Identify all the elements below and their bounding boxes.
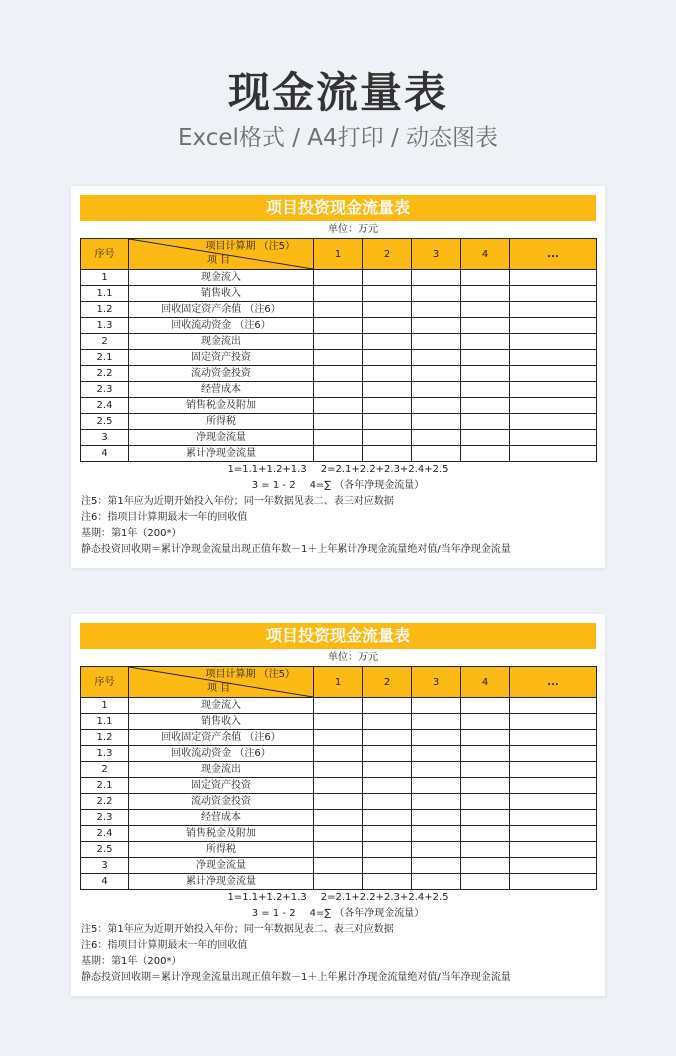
row-item: 现金流出: [129, 334, 314, 350]
row-seq: 1.3: [81, 746, 129, 762]
page-subtitle: Excel格式 / A4打印 / 动态图表: [177, 125, 499, 151]
value-cell[interactable]: [314, 334, 363, 350]
value-cell[interactable]: [412, 446, 461, 462]
value-cell[interactable]: [412, 858, 461, 874]
table-row: [81, 382, 597, 398]
value-cell[interactable]: [461, 414, 510, 430]
row-seq: 4: [81, 874, 129, 890]
value-cell[interactable]: [461, 270, 510, 286]
value-cell[interactable]: [412, 794, 461, 810]
table-row: [81, 826, 597, 842]
value-cell[interactable]: [314, 778, 363, 794]
unit-label: 单位：万元: [328, 224, 378, 235]
value-cell[interactable]: [363, 762, 412, 778]
header-period-label: 项目计算期 （注5）: [205, 241, 295, 252]
formula-line-2: 3 = 1 - 2 4=∑ （各年净现金流量）: [251, 480, 425, 491]
note-5: 注5：第1年应为近期开始投入年份；同一年数据见表二、表三对应数据: [81, 924, 394, 935]
value-cell[interactable]: [363, 398, 412, 414]
value-cell[interactable]: [314, 746, 363, 762]
page-title: 现金流量表: [227, 68, 448, 117]
value-cell[interactable]: [412, 810, 461, 826]
sheet-title: 项目投资现金流量表: [80, 195, 596, 221]
value-cell[interactable]: [314, 414, 363, 430]
value-cell[interactable]: [314, 730, 363, 746]
header-period-1: 1: [314, 667, 363, 698]
table-row: [81, 714, 597, 730]
value-cell[interactable]: [461, 858, 510, 874]
row-item: 销售税金及附加: [129, 826, 314, 842]
value-cell[interactable]: [314, 810, 363, 826]
header-period-more: ...: [510, 667, 597, 698]
value-cell[interactable]: [363, 746, 412, 762]
value-cell[interactable]: [363, 842, 412, 858]
value-cell[interactable]: [510, 398, 597, 414]
row-seq: 2.2: [81, 794, 129, 810]
row-item: 销售收入: [129, 714, 314, 730]
table-body: [81, 270, 597, 462]
value-cell[interactable]: [363, 350, 412, 366]
value-cell[interactable]: [314, 698, 363, 714]
row-item: 累计净现金流量: [129, 446, 314, 462]
value-cell[interactable]: [363, 414, 412, 430]
value-cell[interactable]: [314, 398, 363, 414]
unit-label: 单位：万元: [328, 652, 378, 663]
table-row: [81, 350, 597, 366]
value-cell[interactable]: [510, 270, 597, 286]
value-cell[interactable]: [314, 366, 363, 382]
value-cell[interactable]: [314, 318, 363, 334]
value-cell[interactable]: [461, 318, 510, 334]
value-cell[interactable]: [314, 382, 363, 398]
row-seq: 3: [81, 430, 129, 446]
value-cell[interactable]: [363, 810, 412, 826]
row-item: 所得税: [129, 414, 314, 430]
row-item: 回收流动资金 （注6）: [129, 746, 314, 762]
value-cell[interactable]: [510, 430, 597, 446]
row-seq: 4: [81, 446, 129, 462]
value-cell[interactable]: [363, 778, 412, 794]
value-cell[interactable]: [510, 318, 597, 334]
table-row: [81, 794, 597, 810]
table-row: [81, 286, 597, 302]
value-cell[interactable]: [412, 430, 461, 446]
header-period-3: 3: [412, 667, 461, 698]
value-cell[interactable]: [510, 698, 597, 714]
value-cell[interactable]: [314, 302, 363, 318]
header-seq: 序号: [81, 667, 129, 698]
row-item: 净现金流量: [129, 858, 314, 874]
table-row: [81, 414, 597, 430]
value-cell[interactable]: [461, 334, 510, 350]
payback-formula: 静态投资回收期＝累计净现金流量出现正值年数－1＋上年累计净现金流量绝对值/当年净现金流量: [81, 544, 511, 555]
value-cell[interactable]: [510, 858, 597, 874]
value-cell[interactable]: [461, 350, 510, 366]
row-item: 现金流入: [129, 698, 314, 714]
value-cell[interactable]: [412, 398, 461, 414]
value-cell[interactable]: [510, 746, 597, 762]
value-cell[interactable]: [363, 382, 412, 398]
row-item: 回收流动资金 （注6）: [129, 318, 314, 334]
row-seq: 2.1: [81, 778, 129, 794]
value-cell[interactable]: [412, 366, 461, 382]
value-cell[interactable]: [510, 286, 597, 302]
value-cell[interactable]: [314, 350, 363, 366]
row-item: 现金流出: [129, 762, 314, 778]
value-cell[interactable]: [510, 446, 597, 462]
table-row: [81, 334, 597, 350]
row-seq: 1.2: [81, 730, 129, 746]
value-cell[interactable]: [510, 794, 597, 810]
row-item: 销售税金及附加: [129, 398, 314, 414]
value-cell[interactable]: [363, 430, 412, 446]
value-cell[interactable]: [314, 842, 363, 858]
value-cell[interactable]: [461, 714, 510, 730]
value-cell[interactable]: [363, 334, 412, 350]
header-diagonal: [129, 239, 314, 270]
table-row: [81, 302, 597, 318]
note-6: 注6：指项目计算期最末一年的回收值: [81, 512, 248, 523]
header-item-label: 项 目: [207, 683, 231, 694]
header-period-1: 1: [314, 239, 363, 270]
row-seq: 2.3: [81, 382, 129, 398]
value-cell[interactable]: [510, 334, 597, 350]
value-cell[interactable]: [461, 366, 510, 382]
value-cell[interactable]: [412, 318, 461, 334]
table-row: [81, 746, 597, 762]
value-cell[interactable]: [461, 794, 510, 810]
value-cell[interactable]: [461, 810, 510, 826]
row-item: 经营成本: [129, 382, 314, 398]
value-cell[interactable]: [363, 286, 412, 302]
header-diagonal: [129, 667, 314, 698]
value-cell[interactable]: [461, 730, 510, 746]
row-seq: 2.4: [81, 826, 129, 842]
payback-formula: 静态投资回收期＝累计净现金流量出现正值年数－1＋上年累计净现金流量绝对值/当年净现金流量: [81, 972, 511, 983]
value-cell[interactable]: [363, 794, 412, 810]
value-cell[interactable]: [363, 698, 412, 714]
value-cell[interactable]: [412, 730, 461, 746]
value-cell[interactable]: [510, 382, 597, 398]
row-item: 销售收入: [129, 286, 314, 302]
value-cell[interactable]: [510, 714, 597, 730]
value-cell[interactable]: [412, 698, 461, 714]
base-period: 基期：第1年（200*）: [81, 528, 182, 539]
value-cell[interactable]: [510, 842, 597, 858]
row-seq: 1.1: [81, 286, 129, 302]
value-cell[interactable]: [363, 826, 412, 842]
value-cell[interactable]: [510, 778, 597, 794]
value-cell[interactable]: [510, 366, 597, 382]
table-row: [81, 730, 597, 746]
value-cell[interactable]: [363, 366, 412, 382]
value-cell[interactable]: [412, 874, 461, 890]
table-row: [81, 778, 597, 794]
value-cell[interactable]: [363, 302, 412, 318]
header-period-2: 2: [363, 239, 412, 270]
note-6: 注6：指项目计算期最末一年的回收值: [81, 940, 248, 951]
note-5: 注5：第1年应为近期开始投入年份；同一年数据见表二、表三对应数据: [81, 496, 394, 507]
value-cell[interactable]: [314, 858, 363, 874]
row-item: 经营成本: [129, 810, 314, 826]
row-item: 所得税: [129, 842, 314, 858]
table-row: [81, 446, 597, 462]
row-item: 回收固定资产余值 （注6）: [129, 730, 314, 746]
row-item: 净现金流量: [129, 430, 314, 446]
table-row: [81, 270, 597, 286]
table-row: [81, 366, 597, 382]
table-row: [81, 398, 597, 414]
value-cell[interactable]: [412, 302, 461, 318]
table-row: [81, 698, 597, 714]
row-seq: 1.1: [81, 714, 129, 730]
value-cell[interactable]: [363, 730, 412, 746]
value-cell[interactable]: [412, 350, 461, 366]
value-cell[interactable]: [412, 286, 461, 302]
value-cell[interactable]: [461, 302, 510, 318]
header-seq: 序号: [81, 239, 129, 270]
header-period-4: 4: [461, 239, 510, 270]
table-row: [81, 430, 597, 446]
row-item: 现金流入: [129, 270, 314, 286]
value-cell[interactable]: [314, 794, 363, 810]
value-cell[interactable]: [510, 826, 597, 842]
value-cell[interactable]: [461, 778, 510, 794]
cash-flow-table: [80, 238, 597, 462]
value-cell[interactable]: [510, 762, 597, 778]
value-cell[interactable]: [412, 714, 461, 730]
header-period-4: 4: [461, 667, 510, 698]
cash-flow-table: [80, 666, 597, 890]
sheet-card-2: [71, 614, 605, 996]
header-period-more: ...: [510, 239, 597, 270]
table-row: [81, 842, 597, 858]
value-cell[interactable]: [461, 698, 510, 714]
value-cell[interactable]: [412, 382, 461, 398]
sheet-title: 项目投资现金流量表: [80, 623, 596, 649]
value-cell[interactable]: [314, 430, 363, 446]
table-body: [81, 698, 597, 890]
value-cell[interactable]: [461, 826, 510, 842]
table-row: [81, 762, 597, 778]
header-period-2: 2: [363, 667, 412, 698]
value-cell[interactable]: [363, 318, 412, 334]
cash-flow-sheet: [80, 195, 596, 558]
row-item: 流动资金投资: [129, 366, 314, 382]
row-seq: 1.3: [81, 318, 129, 334]
value-cell[interactable]: [363, 270, 412, 286]
row-seq: 2.5: [81, 842, 129, 858]
row-seq: 2.1: [81, 350, 129, 366]
value-cell[interactable]: [363, 714, 412, 730]
value-cell[interactable]: [314, 762, 363, 778]
value-cell[interactable]: [461, 430, 510, 446]
value-cell[interactable]: [461, 398, 510, 414]
row-seq: 1: [81, 270, 129, 286]
row-item: 流动资金投资: [129, 794, 314, 810]
value-cell[interactable]: [510, 874, 597, 890]
value-cell[interactable]: [314, 446, 363, 462]
value-cell[interactable]: [461, 382, 510, 398]
value-cell[interactable]: [412, 778, 461, 794]
value-cell[interactable]: [363, 446, 412, 462]
table-row: [81, 858, 597, 874]
value-cell[interactable]: [363, 874, 412, 890]
header-period-3: 3: [412, 239, 461, 270]
row-seq: 1.2: [81, 302, 129, 318]
row-item: 累计净现金流量: [129, 874, 314, 890]
header-item-label: 项 目: [207, 255, 231, 266]
row-item: 固定资产投资: [129, 778, 314, 794]
header-period-label: 项目计算期 （注5）: [205, 669, 295, 680]
value-cell[interactable]: [510, 730, 597, 746]
formula-line-1: 1=1.1+1.2+1.3 2=2.1+2.2+2.3+2.4+2.5: [227, 464, 449, 475]
value-cell[interactable]: [412, 270, 461, 286]
table-row: [81, 874, 597, 890]
value-cell[interactable]: [461, 746, 510, 762]
value-cell[interactable]: [510, 302, 597, 318]
value-cell[interactable]: [314, 874, 363, 890]
value-cell[interactable]: [412, 842, 461, 858]
value-cell[interactable]: [461, 874, 510, 890]
value-cell[interactable]: [461, 446, 510, 462]
value-cell[interactable]: [363, 858, 412, 874]
value-cell[interactable]: [412, 762, 461, 778]
value-cell[interactable]: [412, 414, 461, 430]
row-seq: 2.2: [81, 366, 129, 382]
value-cell[interactable]: [510, 350, 597, 366]
value-cell[interactable]: [510, 810, 597, 826]
row-item: 固定资产投资: [129, 350, 314, 366]
row-seq: 2.3: [81, 810, 129, 826]
value-cell[interactable]: [461, 286, 510, 302]
row-seq: 2: [81, 762, 129, 778]
value-cell[interactable]: [314, 826, 363, 842]
table-row: [81, 810, 597, 826]
value-cell[interactable]: [412, 746, 461, 762]
value-cell[interactable]: [510, 414, 597, 430]
row-seq: 2.5: [81, 414, 129, 430]
table-row: [81, 318, 597, 334]
value-cell[interactable]: [314, 714, 363, 730]
value-cell[interactable]: [412, 334, 461, 350]
base-period: 基期：第1年（200*）: [81, 956, 182, 967]
row-seq: 3: [81, 858, 129, 874]
value-cell[interactable]: [314, 286, 363, 302]
value-cell[interactable]: [314, 270, 363, 286]
value-cell[interactable]: [461, 762, 510, 778]
formula-line-2: 3 = 1 - 2 4=∑ （各年净现金流量）: [251, 908, 425, 919]
sheet-card-1: [71, 186, 605, 568]
row-seq: 2.4: [81, 398, 129, 414]
value-cell[interactable]: [461, 842, 510, 858]
row-seq: 1: [81, 698, 129, 714]
value-cell[interactable]: [412, 826, 461, 842]
cash-flow-sheet: [80, 623, 596, 986]
row-seq: 2: [81, 334, 129, 350]
formula-line-1: 1=1.1+1.2+1.3 2=2.1+2.2+2.3+2.4+2.5: [227, 892, 449, 903]
row-item: 回收固定资产余值 （注6）: [129, 302, 314, 318]
